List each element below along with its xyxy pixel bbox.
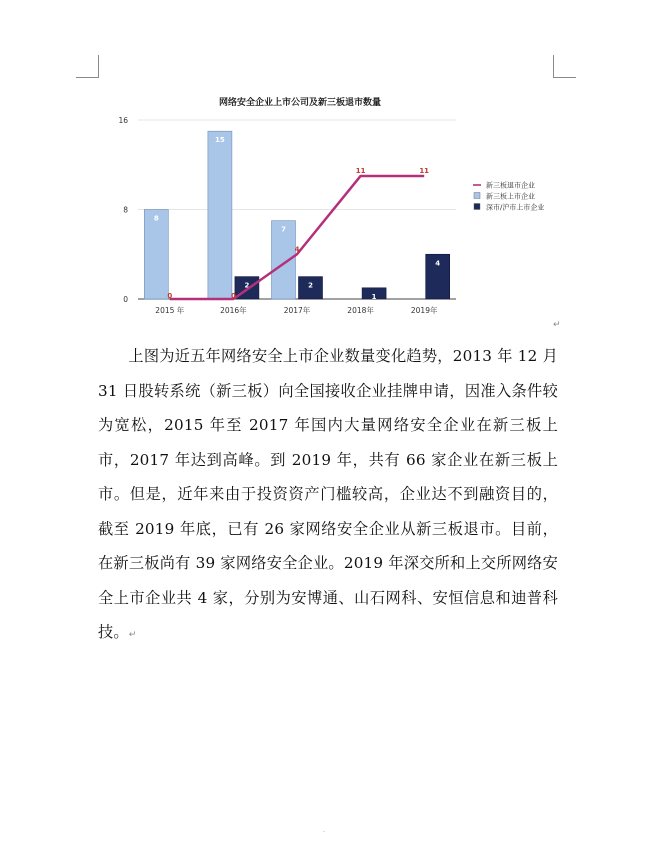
bar-data-label: 4 (435, 259, 441, 268)
bar-data-label: 8 (153, 214, 159, 223)
paragraph-mark: ↵ (128, 630, 137, 640)
crop-mark-top-left (76, 55, 99, 78)
line-data-label: 0 (167, 292, 173, 300)
x-tick-label: 2018年 (347, 306, 374, 315)
body-paragraph (98, 339, 558, 653)
bar-neeq-listed (208, 131, 232, 299)
footer-mark: · (323, 828, 326, 836)
bar-data-label: 2 (244, 281, 250, 290)
chart-paragraph-mark: ↵ (553, 320, 561, 330)
x-tick-label: 2019年 (410, 306, 438, 315)
legend-label: 新三板退市企业 (486, 181, 535, 190)
x-tick-label: 2016年 (220, 306, 247, 315)
y-tick-label: 8 (123, 205, 128, 215)
line-data-label: 0 (230, 292, 236, 300)
chart-title: 网络安全企业上市公司及新三板退市数量 (218, 98, 382, 108)
line-data-label: 11 (355, 166, 366, 175)
y-tick-label: 0 (123, 295, 128, 304)
bar-data-label: 7 (281, 225, 286, 234)
line-data-label: 4 (294, 245, 300, 254)
y-tick-label: 16 (118, 116, 128, 125)
bar-data-label: 2 (308, 281, 313, 290)
crop-mark-top-right (553, 55, 576, 78)
legend-label: 深市/沪市上市企业 (486, 203, 545, 212)
bar-neeq-listed (144, 210, 168, 300)
x-tick-label: 2015 年 (155, 306, 185, 315)
line-data-label: 11 (419, 166, 430, 175)
chart (100, 88, 560, 323)
x-tick-label: 2017年 (283, 306, 311, 315)
legend-label: 新三板上市企业 (486, 192, 535, 201)
bar-data-label: 1 (371, 292, 377, 301)
bar-data-label: 15 (215, 136, 225, 145)
legend-swatch-bar (474, 193, 480, 199)
legend-swatch-bar (474, 204, 480, 210)
body-paragraph-text: 上图为近五年网络安全上市企业数量变化趋势，2013 年 12 月 31 日股转系统（新三板）向全国接收企业挂牌申请，因准入条件较为宽松，2015 年至 2017 年国内大量网络安全企业在新三板上市，2017 年达到高峰。到 2019 年，共有 66 家企业在新三板上市。但是，近年来由于投资资产门槛较高，企业达不到融资目的，截至 2019 年底，已有 26 家网络安全企业从新三板退市。目前，在新三板尚有 39 家网络安全企业。2019 年深交所和上交所网络安全上市企业共 4 家，分别为安博通、山石网科、安恒信息和迪普科技。 (98, 347, 558, 641)
